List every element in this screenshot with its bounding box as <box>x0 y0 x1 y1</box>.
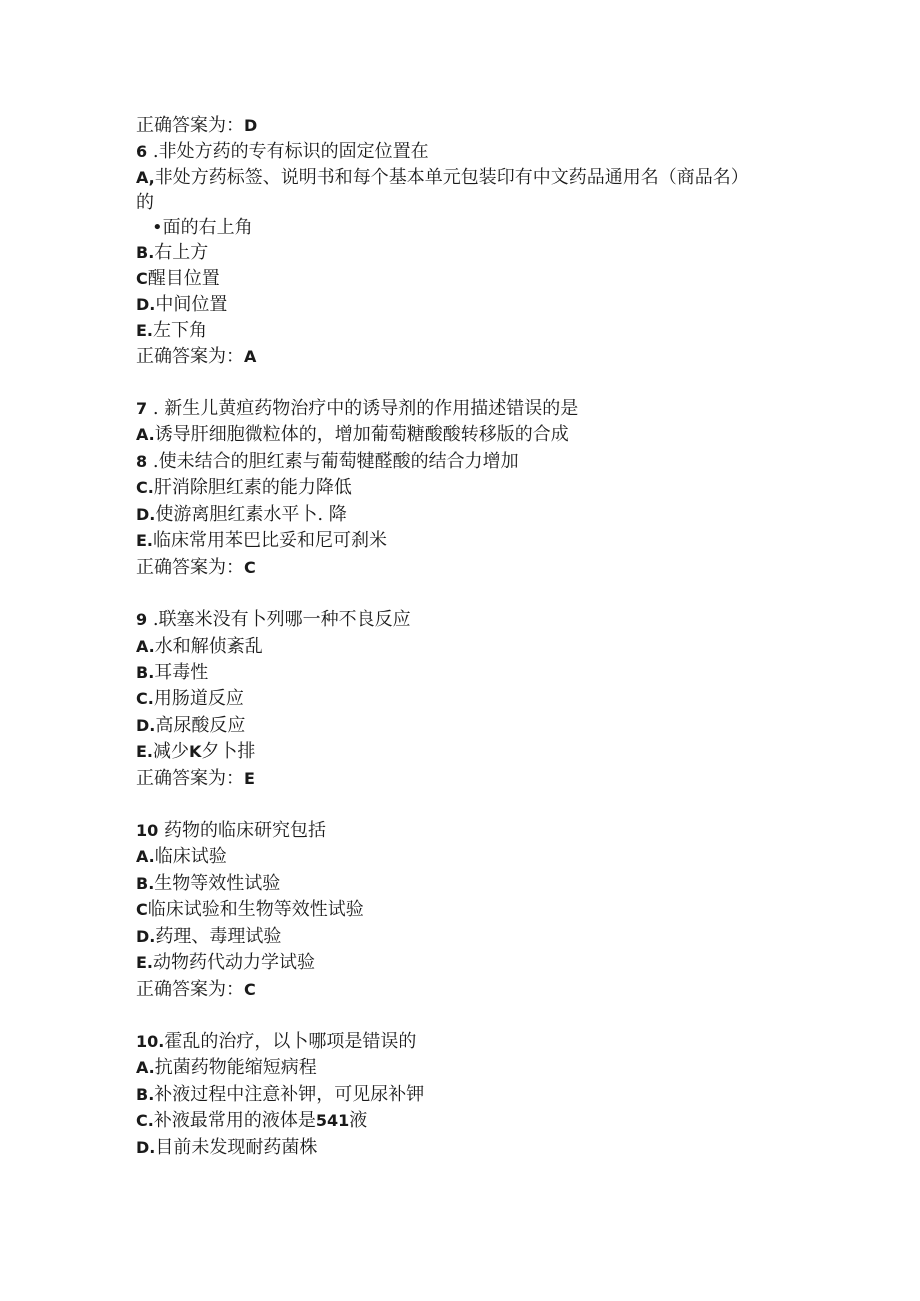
option-d <box>136 1136 317 1160</box>
option-e <box>136 740 255 764</box>
option-label: E. <box>136 742 154 761</box>
question-9 <box>136 608 411 632</box>
option-label: B. <box>136 663 155 682</box>
question-number: 6 <box>136 142 148 161</box>
question-number: 10 <box>136 821 159 840</box>
answer-line <box>136 114 257 138</box>
option-text: 醒目位置 <box>147 268 220 289</box>
option-b <box>136 241 208 265</box>
option-text: 使游离胆红素水平卜. 降 <box>155 504 347 525</box>
option-d <box>136 714 245 738</box>
question-number: 8 <box>136 452 148 471</box>
option-c <box>136 267 220 291</box>
option-text: 左下角 <box>153 320 208 341</box>
option-d <box>136 503 347 527</box>
option-label: E. <box>136 531 154 550</box>
option-text: 减少 <box>153 741 190 762</box>
option-e <box>136 529 387 553</box>
question-text: .非处方药的专有标识的固定位置在 <box>147 141 429 162</box>
option-label: C. <box>136 1111 154 1130</box>
option-e <box>136 951 315 975</box>
answer-line <box>136 345 256 369</box>
option-text: 抗菌药物能缩短病程 <box>154 1057 317 1078</box>
answer-prefix: 正确答案为： <box>136 346 244 367</box>
option-b <box>136 1083 424 1107</box>
answer-line <box>136 556 256 580</box>
question-8 <box>136 450 519 474</box>
option-b <box>136 661 208 685</box>
answer-value: C <box>244 980 256 999</box>
option-text: 诱导肝细胞微粒体的，增加葡萄糖酸酸转移版的合成 <box>154 424 569 445</box>
option-label: C <box>136 900 148 919</box>
answer-prefix: 正确答案为： <box>136 115 244 136</box>
option-label: A. <box>136 425 155 444</box>
question-10 <box>136 819 326 843</box>
option-text: 右上方 <box>154 242 209 263</box>
answer-value: D <box>244 116 258 135</box>
question-number: 7 <box>136 399 148 418</box>
answer-prefix: 正确答案为： <box>136 557 244 578</box>
option-label: D. <box>136 716 156 735</box>
option-label: A, <box>136 168 155 187</box>
option-text: •面的右上角 <box>152 217 253 238</box>
option-label: C <box>136 269 148 288</box>
option-label: B. <box>136 874 155 893</box>
option-text: 夕卜排 <box>201 741 256 762</box>
question-text: 霍乱的治疗，以卜哪项是错误的 <box>164 1031 417 1052</box>
option-c <box>136 898 364 922</box>
option-a <box>136 166 749 190</box>
option-label: C. <box>136 478 154 497</box>
option-text: 临床试验和生物等效性试验 <box>147 899 364 920</box>
option-text: 的 <box>136 192 154 213</box>
option-text-bold: 541 <box>315 1111 350 1130</box>
option-text: 中间位置 <box>155 294 228 315</box>
answer-line <box>136 767 255 791</box>
option-label: E. <box>136 953 154 972</box>
option-text: 非处方药标签、说明书和每个基本单元包装印有中文药品通用名（商品名） <box>154 167 749 188</box>
option-text: 用肠道反应 <box>153 688 244 709</box>
option-b <box>136 872 280 896</box>
option-a <box>136 1056 317 1080</box>
option-text-bold: K <box>189 742 202 761</box>
option-label: D. <box>136 295 156 314</box>
option-a <box>136 423 569 447</box>
option-text: 补液最常用的液体是 <box>153 1110 316 1131</box>
option-text: 高尿酸反应 <box>155 715 246 736</box>
option-a <box>136 635 263 659</box>
option-c <box>136 1109 367 1133</box>
option-d <box>136 293 227 317</box>
option-text: 生物等效性试验 <box>154 873 281 894</box>
option-label: D. <box>136 927 156 946</box>
question-number: 10. <box>136 1032 165 1051</box>
question-text: .联塞米没有卜列哪一种不良反应 <box>147 609 411 630</box>
option-text: 临床常用苯巴比妥和尼可刹米 <box>153 530 388 551</box>
question-7 <box>136 397 578 421</box>
answer-line <box>136 978 256 1002</box>
option-label: D. <box>136 505 156 524</box>
option-a <box>136 845 227 869</box>
option-text: 临床试验 <box>154 846 227 867</box>
option-label: C. <box>136 689 154 708</box>
option-label: D. <box>136 1138 156 1157</box>
option-text: 耳毒性 <box>154 662 209 683</box>
option-text: 肝消除胆红素的能力降低 <box>153 477 352 498</box>
answer-value: C <box>244 558 256 577</box>
option-label: A. <box>136 637 155 656</box>
answer-prefix: 正确答案为： <box>136 768 244 789</box>
option-label: E. <box>136 321 154 340</box>
question-10-b <box>136 1030 416 1054</box>
option-text: 液 <box>349 1110 368 1131</box>
answer-value: A <box>244 347 257 366</box>
option-a-continued <box>152 216 253 240</box>
option-text: 动物药代动力学试验 <box>153 952 316 973</box>
question-6 <box>136 140 429 164</box>
option-label: B. <box>136 243 155 262</box>
option-text: 药理、毒理试验 <box>155 926 282 947</box>
option-a-continued <box>136 191 154 215</box>
answer-value: E <box>244 769 255 788</box>
question-text: . 新生儿黄疸药物治疗中的诱导剂的作用描述错误的是 <box>147 398 579 419</box>
answer-prefix: 正确答案为： <box>136 979 244 1000</box>
question-text: .使未结合的胆红素与葡萄犍醛酸的结合力增加 <box>147 451 519 472</box>
option-c <box>136 687 244 711</box>
option-c <box>136 476 352 500</box>
option-e <box>136 319 207 343</box>
option-label: A. <box>136 847 155 866</box>
question-number: 9 <box>136 610 148 629</box>
option-text: 补液过程中注意补钾，可见尿补钾 <box>154 1084 425 1105</box>
option-label: B. <box>136 1085 155 1104</box>
option-d <box>136 925 281 949</box>
option-text: 水和解侦紊乱 <box>154 636 263 657</box>
question-text: 药物的临床研究包括 <box>158 820 326 841</box>
option-label: A. <box>136 1058 155 1077</box>
option-text: 目前未发现耐药菌株 <box>155 1137 318 1158</box>
